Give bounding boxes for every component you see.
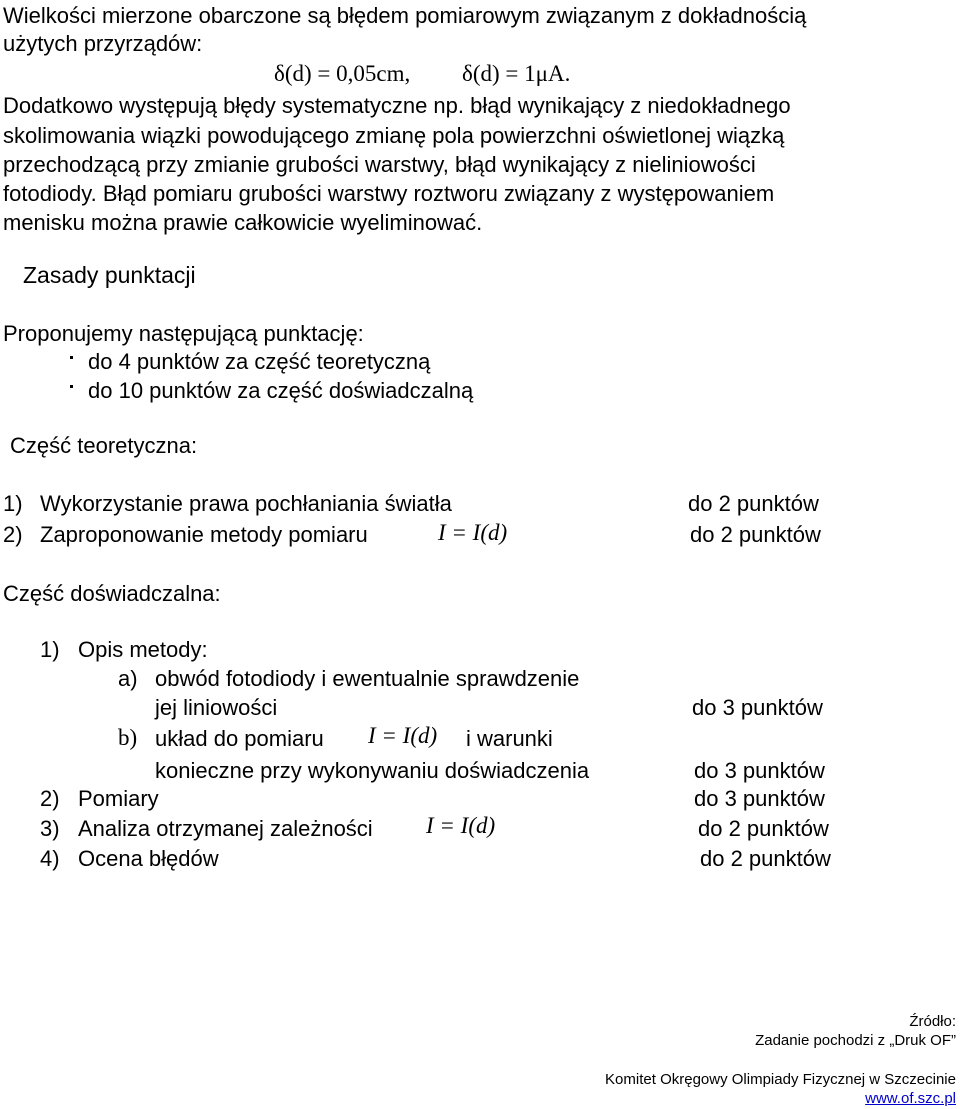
experiment-heading: Część doświadczalna: xyxy=(3,581,221,606)
sub-a-line-1: obwód fotodiody i ewentualnie sprawdzenie xyxy=(155,666,580,691)
theory-item-2-formula: I = I(d) xyxy=(438,520,508,545)
experiment-item-1-number: 1) xyxy=(40,637,60,662)
theory-heading: Część teoretyczna: xyxy=(10,433,198,458)
scoring-bullet-experiment: do 10 punktów za część doświadczalną xyxy=(88,378,474,403)
bullet-icon xyxy=(70,356,73,359)
sub-a-line-2: jej liniowości xyxy=(155,695,278,720)
footer-task: Zadanie pochodzi z „Druk OF” xyxy=(755,1032,956,1049)
footer-url-link[interactable]: www.of.szc.pl xyxy=(865,1090,956,1107)
experiment-item-4-text: Ocena błędów xyxy=(78,846,219,871)
theory-item-1-number: 1) xyxy=(3,491,23,516)
scoring-heading: Zasady punktacji xyxy=(23,262,196,288)
experiment-item-3-points: do 2 punktów xyxy=(698,816,829,841)
sub-b-formula: I = I(d) xyxy=(368,723,438,748)
intro-line-1: Wielkości mierzone obarczone są błędem pomiarowym związanym z dokładnością xyxy=(3,3,807,28)
footer-source: Źródło: xyxy=(909,1013,956,1030)
delta-d-formula: δ(d) = 0,05cm, xyxy=(274,61,411,86)
theory-item-1-points: do 2 punktów xyxy=(688,491,819,516)
sub-b-text-1: układ do pomiaru xyxy=(155,726,324,751)
experiment-item-3-number: 3) xyxy=(40,816,60,841)
experiment-item-4-number: 4) xyxy=(40,846,60,871)
intro-line-2: użytych przyrządów: xyxy=(3,31,203,56)
sub-b-points: do 3 punktów xyxy=(694,758,825,783)
experiment-item-3-text: Analiza otrzymanej zależności xyxy=(78,816,373,841)
systematic-line-3: przechodzącą przy zmianie grubości warstwy, błąd wynikający z nieliniowości xyxy=(3,152,756,177)
sub-b-line-2: konieczne przy wykonywaniu doświadczenia xyxy=(155,758,590,783)
systematic-line-5: menisku można prawie całkowicie wyeliminować. xyxy=(3,210,483,235)
sub-b-text-2: i warunki xyxy=(466,726,553,751)
systematic-line-4: fotodiody. Błąd pomiaru grubości warstwy roztworu związany z występowaniem xyxy=(3,181,775,206)
theory-item-2-points: do 2 punktów xyxy=(690,522,821,547)
experiment-item-3-formula: I = I(d) xyxy=(426,813,496,838)
sub-b-label: b) xyxy=(118,725,138,750)
experiment-item-2-number: 2) xyxy=(40,786,60,811)
bullet-icon xyxy=(70,385,73,388)
scoring-bullet-theory: do 4 punktów za część teoretyczną xyxy=(88,349,431,374)
scoring-proposal: Proponujemy następującą punktację: xyxy=(3,321,364,346)
experiment-item-1-text: Opis metody: xyxy=(78,637,208,662)
theory-item-2-number: 2) xyxy=(3,522,23,547)
experiment-item-4-points: do 2 punktów xyxy=(700,846,831,871)
experiment-item-2-text: Pomiary xyxy=(78,786,159,811)
sub-a-label: a) xyxy=(118,666,138,691)
experiment-item-2-points: do 3 punktów xyxy=(694,786,825,811)
theory-item-2-text: Zaproponowanie metody pomiaru xyxy=(40,522,368,547)
sub-a-points: do 3 punktów xyxy=(692,695,823,720)
systematic-line-1: Dodatkowo występują błędy systematyczne np. błąd wynikający z niedokładnego xyxy=(3,93,791,118)
footer-committee: Komitet Okręgowy Olimpiady Fizycznej w Szczecinie xyxy=(605,1071,956,1088)
theory-item-1-text: Wykorzystanie prawa pochłaniania światła xyxy=(40,491,452,516)
systematic-line-2: skolimowania wiązki powodującego zmianę pola powierzchni oświetlonej wiązką xyxy=(3,123,785,148)
delta-current-formula: δ(d) = 1μA. xyxy=(462,61,571,86)
